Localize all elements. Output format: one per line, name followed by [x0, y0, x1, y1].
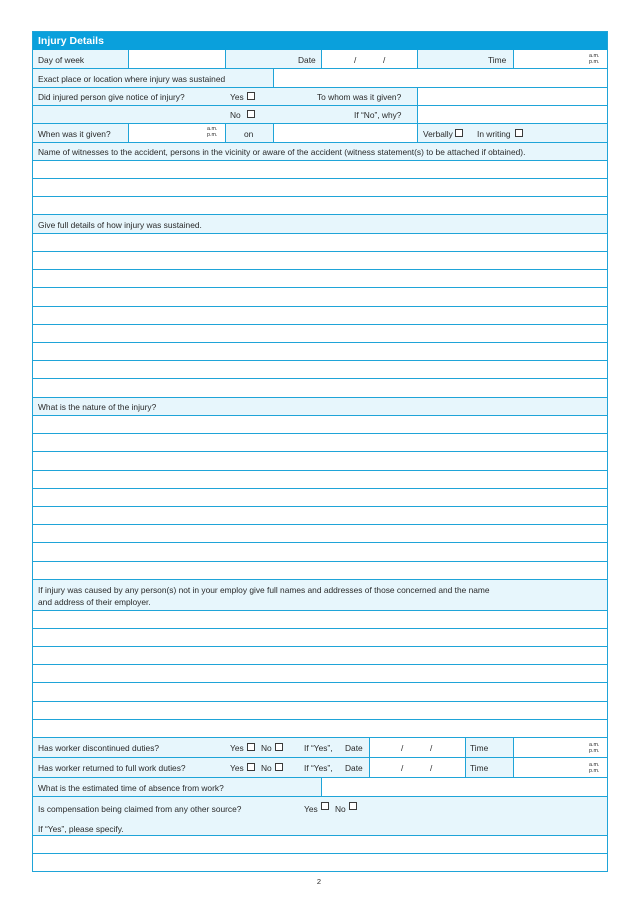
absence-row — [33, 778, 607, 797]
nature-line[interactable] — [33, 434, 607, 452]
to-whom-field[interactable] — [417, 88, 607, 105]
notice-no-checkbox[interactable] — [247, 110, 255, 118]
compensation-no-label: No — [335, 804, 346, 814]
discontinued-no-label: No — [261, 743, 272, 753]
compensation-row — [33, 797, 607, 836]
witnesses-line[interactable] — [33, 161, 607, 179]
pm-label: p.m. — [589, 59, 600, 65]
persons-line[interactable] — [33, 683, 607, 702]
nature-line[interactable] — [33, 525, 607, 543]
am-label: a.m. — [589, 742, 600, 748]
returned-question: Has worker returned to full work duties? — [38, 763, 186, 773]
am-label: a.m. — [207, 126, 218, 132]
absence-field[interactable] — [321, 778, 607, 796]
on-label: on — [244, 129, 254, 139]
discontinued-question: Has worker discontinued duties? — [38, 743, 160, 753]
to-whom-label: To whom was it given? — [317, 92, 402, 102]
witnesses-label-row — [33, 143, 607, 161]
returned-no-checkbox[interactable] — [275, 763, 283, 771]
day-date-time-row — [33, 50, 607, 69]
nature-line[interactable] — [33, 471, 607, 489]
injury-details-form — [32, 31, 608, 872]
time-label: Time — [488, 55, 507, 65]
details-label-row — [33, 215, 607, 234]
returned-no-label: No — [261, 763, 272, 773]
am-label: a.m. — [589, 762, 600, 768]
persons-line[interactable] — [33, 720, 607, 738]
date-slash-1: / — [354, 55, 357, 65]
discontinued-row — [33, 738, 607, 758]
persons-label-row — [33, 580, 607, 611]
date-field[interactable] — [321, 50, 417, 68]
notice-yes-label: Yes — [230, 92, 244, 102]
details-line[interactable] — [33, 288, 607, 307]
day-of-week-label: Day of week — [38, 55, 85, 65]
returned-yes-checkbox[interactable] — [247, 763, 255, 771]
date-slash-2: / — [430, 743, 433, 753]
nature-line[interactable] — [33, 507, 607, 525]
returned-if-yes: If “Yes”, — [304, 763, 333, 773]
details-line[interactable] — [33, 361, 607, 379]
why-field[interactable] — [417, 106, 607, 123]
discontinued-yes-label: Yes — [230, 743, 244, 753]
pm-label: p.m. — [589, 768, 600, 774]
details-line[interactable] — [33, 252, 607, 270]
date-slash-1: / — [401, 743, 404, 753]
location-row — [33, 69, 607, 88]
returned-date-field[interactable] — [369, 758, 465, 777]
compensation-line[interactable] — [33, 854, 607, 871]
nature-line[interactable] — [33, 416, 607, 434]
notice-no-label: No — [230, 110, 241, 120]
section-header: Injury Details — [33, 32, 607, 50]
pm-label: p.m. — [589, 748, 600, 754]
compensation-yes-label: Yes — [304, 804, 318, 814]
notice-question: Did injured person give notice of injury? — [38, 92, 185, 102]
location-field[interactable] — [273, 69, 607, 87]
persons-line[interactable] — [33, 611, 607, 629]
discontinued-yes-checkbox[interactable] — [247, 743, 255, 751]
compensation-no-checkbox[interactable] — [349, 802, 357, 810]
in-writing-label: In writing — [477, 129, 511, 139]
notice-no-row — [33, 106, 607, 124]
details-line[interactable] — [33, 307, 607, 325]
returned-row — [33, 758, 607, 778]
page-number: 2 — [316, 877, 322, 886]
compensation-question: Is compensation being claimed from any other source? — [38, 804, 242, 814]
returned-yes-label: Yes — [230, 763, 244, 773]
date-slash-1: / — [401, 763, 404, 773]
compensation-line[interactable] — [33, 836, 607, 854]
compensation-yes-checkbox[interactable] — [321, 802, 329, 810]
discontinued-date-label: Date — [345, 743, 363, 753]
when-date-field[interactable] — [273, 124, 417, 142]
when-given-row — [33, 124, 607, 143]
why-label: If “No”, why? — [354, 110, 402, 120]
discontinued-date-field[interactable] — [369, 738, 465, 757]
in-writing-checkbox[interactable] — [515, 129, 523, 137]
notice-row — [33, 88, 607, 106]
details-line[interactable] — [33, 343, 607, 361]
nature-line[interactable] — [33, 562, 607, 580]
discontinued-no-checkbox[interactable] — [275, 743, 283, 751]
witnesses-line[interactable] — [33, 197, 607, 215]
witnesses-label: Name of witnesses to the accident, persons in the vicinity or aware of the accident (witness statement(s) to be attached if obtained). — [38, 147, 526, 157]
compensation-specify-label: If “Yes”, please specify. — [38, 824, 124, 834]
returned-time-label: Time — [470, 763, 489, 773]
date-label: Date — [298, 55, 316, 65]
details-label: Give full details of how injury was sustained. — [38, 220, 202, 230]
persons-line[interactable] — [33, 665, 607, 683]
details-line[interactable] — [33, 234, 607, 252]
discontinued-time-label: Time — [470, 743, 489, 753]
date-slash-2: / — [383, 55, 386, 65]
details-line[interactable] — [33, 379, 607, 398]
discontinued-if-yes: If “Yes”, — [304, 743, 333, 753]
nature-line[interactable] — [33, 543, 607, 562]
when-given-label: When was it given? — [38, 129, 111, 139]
details-line[interactable] — [33, 270, 607, 288]
nature-line[interactable] — [33, 452, 607, 471]
persons-line[interactable] — [33, 702, 607, 720]
location-label: Exact place or location where injury was sustained — [38, 74, 226, 84]
nature-line[interactable] — [33, 489, 607, 507]
persons-line[interactable] — [33, 629, 607, 647]
pm-label: p.m. — [207, 132, 218, 138]
verbally-checkbox[interactable] — [455, 129, 463, 137]
absence-label: What is the estimated time of absence from work? — [38, 783, 224, 793]
persons-label-line-1: If injury was caused by any person(s) not in your employ give full names and addresses of those concerned and the name — [38, 585, 490, 595]
persons-label-line-2: and address of their employer. — [38, 597, 151, 607]
returned-date-label: Date — [345, 763, 363, 773]
notice-yes-checkbox[interactable] — [247, 92, 255, 100]
am-label: a.m. — [589, 53, 600, 59]
verbally-label: Verbally — [423, 129, 453, 139]
witnesses-line[interactable] — [33, 179, 607, 197]
nature-label-row — [33, 398, 607, 416]
nature-label: What is the nature of the injury? — [38, 402, 157, 412]
persons-line[interactable] — [33, 647, 607, 665]
date-slash-2: / — [430, 763, 433, 773]
day-of-week-field[interactable] — [128, 50, 225, 68]
details-line[interactable] — [33, 325, 607, 343]
